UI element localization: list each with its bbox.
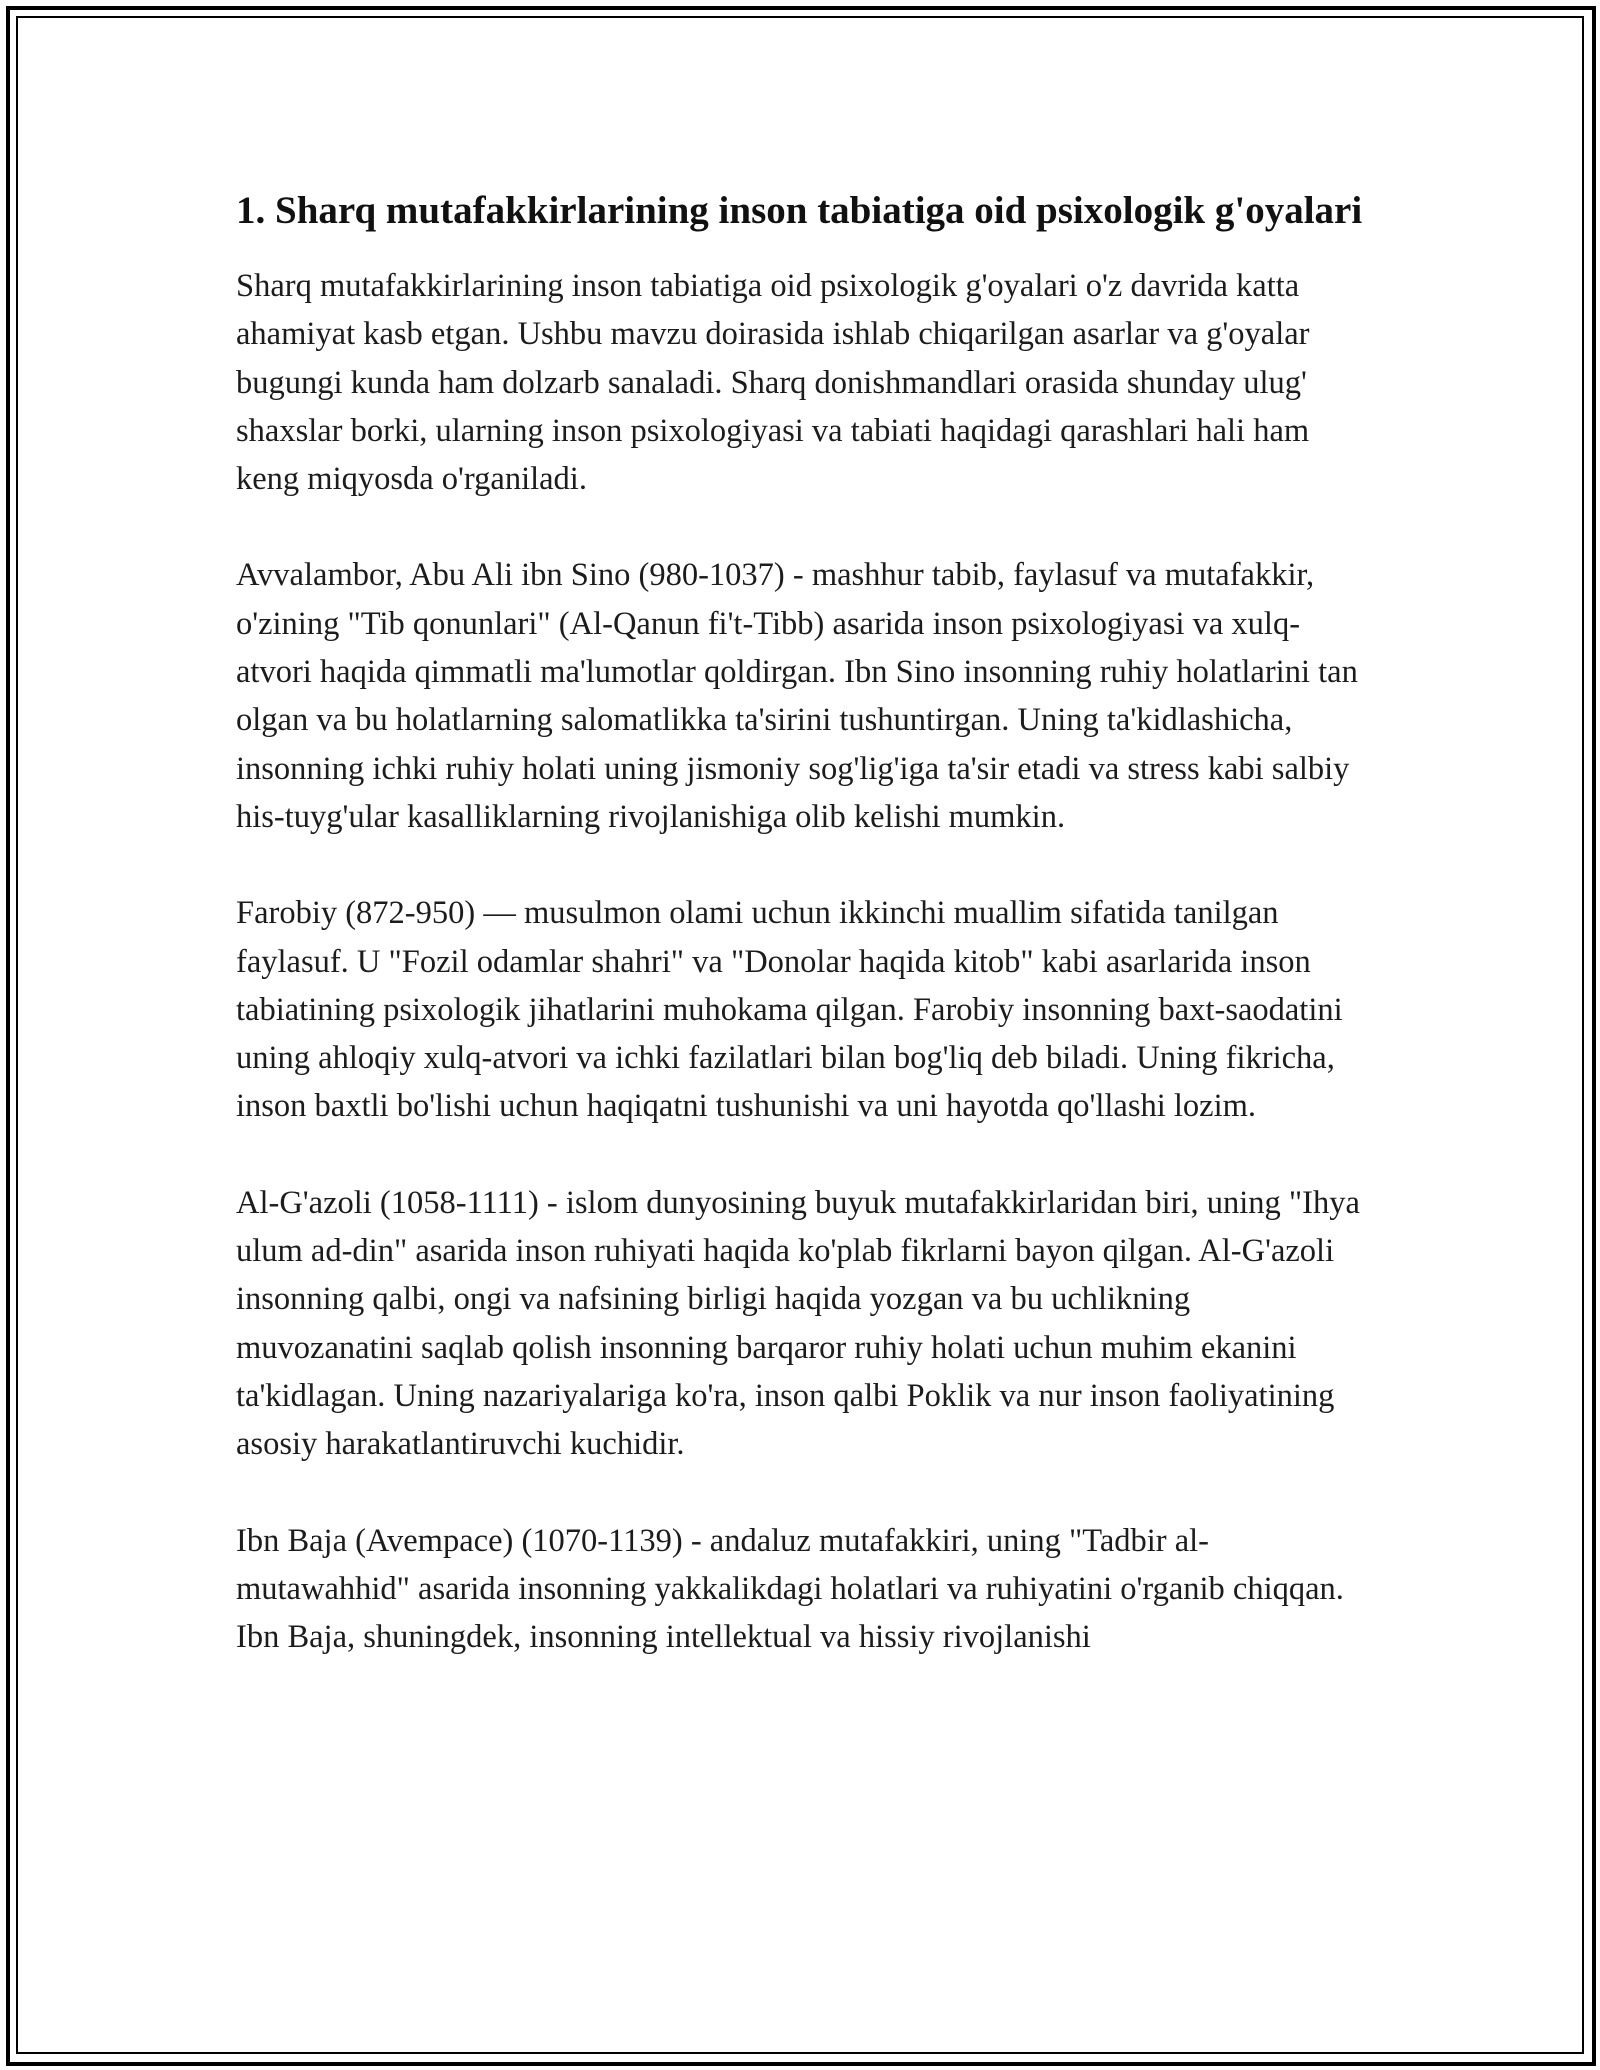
paragraph-al-gazoli: Al-G'azoli (1058-1111) - islom dunyosining buyuk mutafakkirlaridan biri, uning "Ihya ulum ad-din" asarida inson ruhiyati haqida ko'plab fikrlarni bayon qilgan. Al-G'azoli insonning qalbi, ongi va nafsining birligi haqida yozgan va bu uchlikning muvozanatini saqlab qolish insonning barqaror ruhiy holati uchun muhim ekanini ta'kidlagan. Uning nazariyalariga ko'ra, inson qalbi Poklik va nur inson faoliyatining asosiy harakatlantiruvchi kuchidir.: [236, 1184, 1360, 1463]
section-heading: 1. Sharq mutafakkirlarining inson tabiatiga oid psixologik g'oyalari: [236, 189, 1363, 232]
document-body: [236, 185, 1366, 1709]
paragraph-ibn-sino: Avvalambor, Abu Ali ibn Sino (980-1037) - mashhur tabib, faylasuf va mutafakkir, o'zining "Tib qonunlari" (Al-Qanun fi't-Tibb) asarida inson psixologiyasi va xulq-atvori haqida qimmatli ma'lumotlar qoldirgan. Ibn Sino insonning ruhiy holatlarini tan olgan va bu holatlarning salomatlikka ta'sirini tushuntirgan. Uning ta'kidlashicha, insonning ichki ruhiy holati uning jismoniy sog'lig'iga ta'sir etadi va stress kabi salbiy his-tuyg'ular kasalliklarning rivojlanishiga olib kelishi mumkin.: [236, 557, 1358, 835]
paragraph-ibn-baja: Ibn Baja (Avempace) (1070-1139) - andaluz mutafakkiri, uning "Tadbir al-mutawahhid" asarida insonning yakkalikdagi holatlari va ruhiyatini o'rganib chiqqan. Ibn Baja, shuningdek, insonning intellektual va hissiy rivojlanishi: [236, 1522, 1344, 1656]
paragraph-farobiy: Farobiy (872-950) — musulmon olami uchun ikkinchi muallim sifatida tanilgan faylasuf. U "Fozil odamlar shahri" va "Donolar haqida kitob" kabi asarlarida inson tabiatining psixologik jihatlarini muhokama qilgan. Farobiy insonning baxt-saodatini uning ahloqiy xulq-atvori va ichki fazilatlari bilan bog'liq deb biladi. Uning fikricha, inson baxtli bo'lishi uchun haqiqatni tushunishi va uni hayotda qo'llashi lozim.: [236, 895, 1343, 1125]
paragraph-intro: Sharq mutafakkirlarining inson tabiatiga oid psixologik g'oyalari o'z davrida katta ahamiyat kasb etgan. Ushbu mavzu doirasida ishlab chiqarilgan asarlar va g'oyalar bugungi kunda ham dolzarb sanaladi. Sharq donishmandlari orasida shunday ulug' shaxslar borki, ularning inson psixologiyasi va tabiati haqidagi qarashlari hali ham keng miqyosda o'rganiladi.: [236, 268, 1310, 498]
